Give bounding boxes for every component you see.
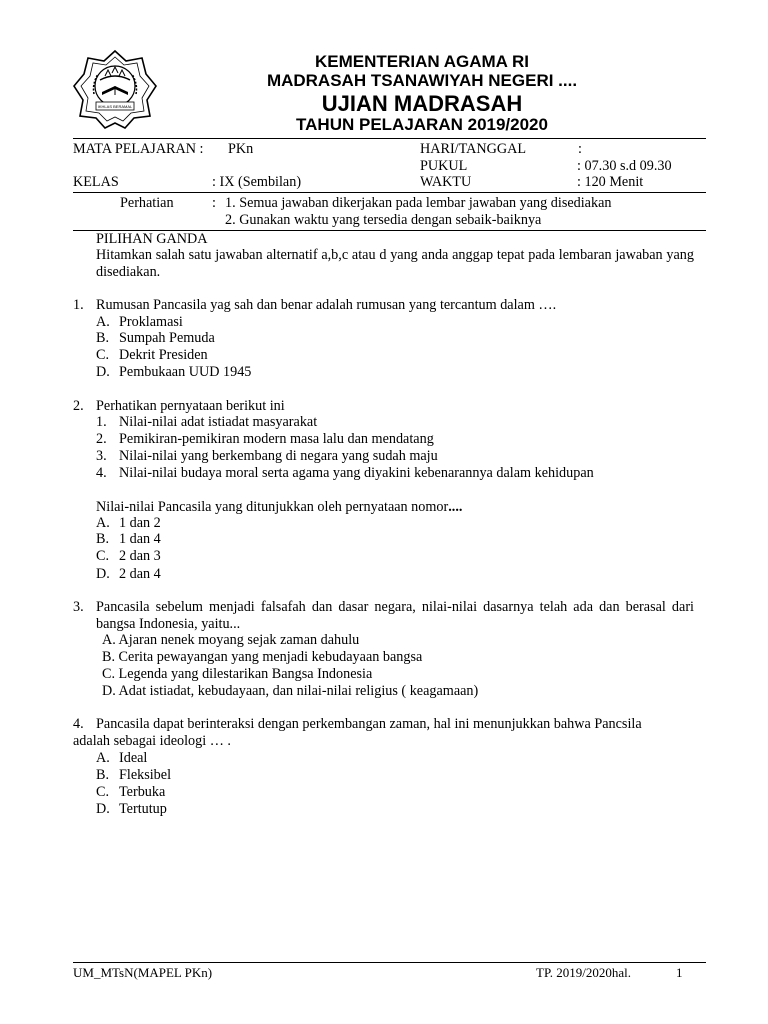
q1-option-a-text[interactable]: Proklamasi xyxy=(119,314,183,330)
notice-label: Perhatian xyxy=(120,195,174,211)
q2-option-d-letter[interactable]: D. xyxy=(96,566,110,582)
duration-label: WAKTU xyxy=(420,174,472,190)
q2-option-b-text[interactable]: 1 dan 4 xyxy=(119,531,161,547)
q1-option-b-text[interactable]: Sumpah Pemuda xyxy=(119,330,215,346)
duration-value: : 120 Menit xyxy=(577,174,644,190)
q3-option-a[interactable]: A. Ajaran nenek moyang sejak zaman dahulu xyxy=(102,632,360,648)
q2-number: 2. xyxy=(73,398,84,414)
subject-label: MATA PELAJARAN : xyxy=(73,141,204,157)
academic-year: TAHUN PELAJARAN 2019/2020 xyxy=(296,115,548,134)
page-number: 1 xyxy=(676,965,683,980)
q4-option-d-text[interactable]: Tertutup xyxy=(119,801,167,817)
section-instruction: Hitamkan salah satu jawaban alternatif a,b,c atau d yang anda anggap tepat pada lembaran jawaban yang disediakan. xyxy=(96,247,694,280)
q2-option-a-letter[interactable]: A. xyxy=(96,515,110,531)
q4-option-a-letter[interactable]: A. xyxy=(96,750,110,766)
q4-option-c-letter[interactable]: C. xyxy=(96,784,110,800)
footer-left: UM_MTsN(MAPEL PKn) xyxy=(73,965,213,980)
q1-option-d-text[interactable]: Pembukaan UUD 1945 xyxy=(119,364,252,380)
q1-number: 1. xyxy=(73,297,84,313)
info-divider xyxy=(73,192,706,193)
q2-option-a-text[interactable]: 1 dan 2 xyxy=(119,515,161,531)
q4-text-line2: adalah sebagai ideologi … . xyxy=(73,733,231,749)
q1-option-c-letter[interactable]: C. xyxy=(96,347,110,363)
q2-statement-1-text: Nilai-nilai adat istiadat masyarakat xyxy=(119,414,318,430)
subject-value: PKn xyxy=(228,141,254,157)
q2-question-dots: .... xyxy=(448,499,463,515)
q2-statement-2-number: 2. xyxy=(96,431,107,447)
q2-option-d-text[interactable]: 2 dan 4 xyxy=(119,566,161,582)
q1-option-b-letter[interactable]: B. xyxy=(96,330,110,346)
ministry-title: KEMENTERIAN AGAMA RI xyxy=(314,52,530,71)
q1-text: Rumusan Pancasila yag sah dan benar adalah rumusan yang tercantum dalam …. xyxy=(96,297,557,313)
q1-option-c-text[interactable]: Dekrit Presiden xyxy=(119,347,208,363)
q3-text: Pancasila sebelum menjadi falsafah dan dasar negara, nilai-nilai dasarnya telah ada dan berasal dari bangsa Indonesia, yaitu... xyxy=(96,599,694,632)
q4-option-c-text[interactable]: Terbuka xyxy=(119,784,166,800)
emblem-motto: IKHLAS BERAMAL xyxy=(97,103,133,109)
q2-statement-4-number: 4. xyxy=(96,465,107,481)
class-value: : IX (Sembilan) xyxy=(212,174,302,190)
class-label: KELAS xyxy=(73,174,119,190)
day-date-value: : xyxy=(578,141,582,157)
q1-option-a-letter[interactable]: A. xyxy=(96,314,110,330)
q2-statement-3-text: Nilai-nilai yang berkembang di negara yang sudah maju xyxy=(119,448,438,464)
q2-option-b-letter[interactable]: B. xyxy=(96,531,110,547)
q4-number: 4. xyxy=(73,716,84,732)
day-date-label: HARI/TANGGAL xyxy=(420,141,527,157)
q2-question-text: Nilai-nilai Pancasila yang ditunjukkan oleh pernyataan nomor xyxy=(96,499,449,515)
time-label: PUKUL xyxy=(420,158,468,174)
q3-option-c[interactable]: C. Legenda yang dilestarikan Bangsa Indonesia xyxy=(102,666,373,682)
q4-option-b-letter[interactable]: B. xyxy=(96,767,110,783)
q3-option-b[interactable]: B. Cerita pewayangan yang menjadi kebudayaan bangsa xyxy=(102,649,423,665)
q2-text: Perhatikan pernyataan berikut ini xyxy=(96,398,285,414)
q4-option-b-text[interactable]: Fleksibel xyxy=(119,767,172,783)
q2-option-c-letter[interactable]: C. xyxy=(96,548,110,564)
time-value: : 07.30 s.d 09.30 xyxy=(577,158,672,174)
q2-statement-2-text: Pemikiran-pemikiran modern masa lalu dan mendatang xyxy=(119,431,434,447)
q3-option-d[interactable]: D. Adat istiadat, kebudayaan, dan nilai-nilai religius ( keagamaan) xyxy=(102,683,479,699)
q2-statement-1-number: 1. xyxy=(96,414,107,430)
q2-question xyxy=(96,499,462,516)
notice-item-2: 2. Gunakan waktu yang tersedia dengan sebaik-baiknya xyxy=(225,212,542,228)
q4-text-line1: Pancasila dapat berinteraksi dengan perkembangan zaman, hal ini menunjukkan bahwa Pancsila xyxy=(96,716,642,732)
notice-colon: : xyxy=(212,195,216,211)
q2-statement-3-number: 3. xyxy=(96,448,107,464)
header-divider xyxy=(73,138,706,139)
q1-option-d-letter[interactable]: D. xyxy=(96,364,110,380)
q2-option-c-text[interactable]: 2 dan 3 xyxy=(119,548,161,564)
q4-option-a-text[interactable]: Ideal xyxy=(119,750,148,766)
q4-option-d-letter[interactable]: D. xyxy=(96,801,110,817)
q3-number: 3. xyxy=(73,599,84,615)
school-name: MADRASAH TSANAWIYAH NEGERI .... xyxy=(266,71,578,90)
notice-item-1: 1. Semua jawaban dikerjakan pada lembar jawaban yang disediakan xyxy=(225,195,612,211)
section-title: PILIHAN GANDA xyxy=(96,231,208,247)
q2-statement-4-text: Nilai-nilai budaya moral serta agama yang diyakini kebenarannya dalam kehidupan xyxy=(119,465,594,481)
footer-divider xyxy=(73,962,706,963)
footer-right: TP. 2019/2020hal. xyxy=(536,965,631,980)
exam-title: UJIAN MADRASAH xyxy=(321,91,523,116)
